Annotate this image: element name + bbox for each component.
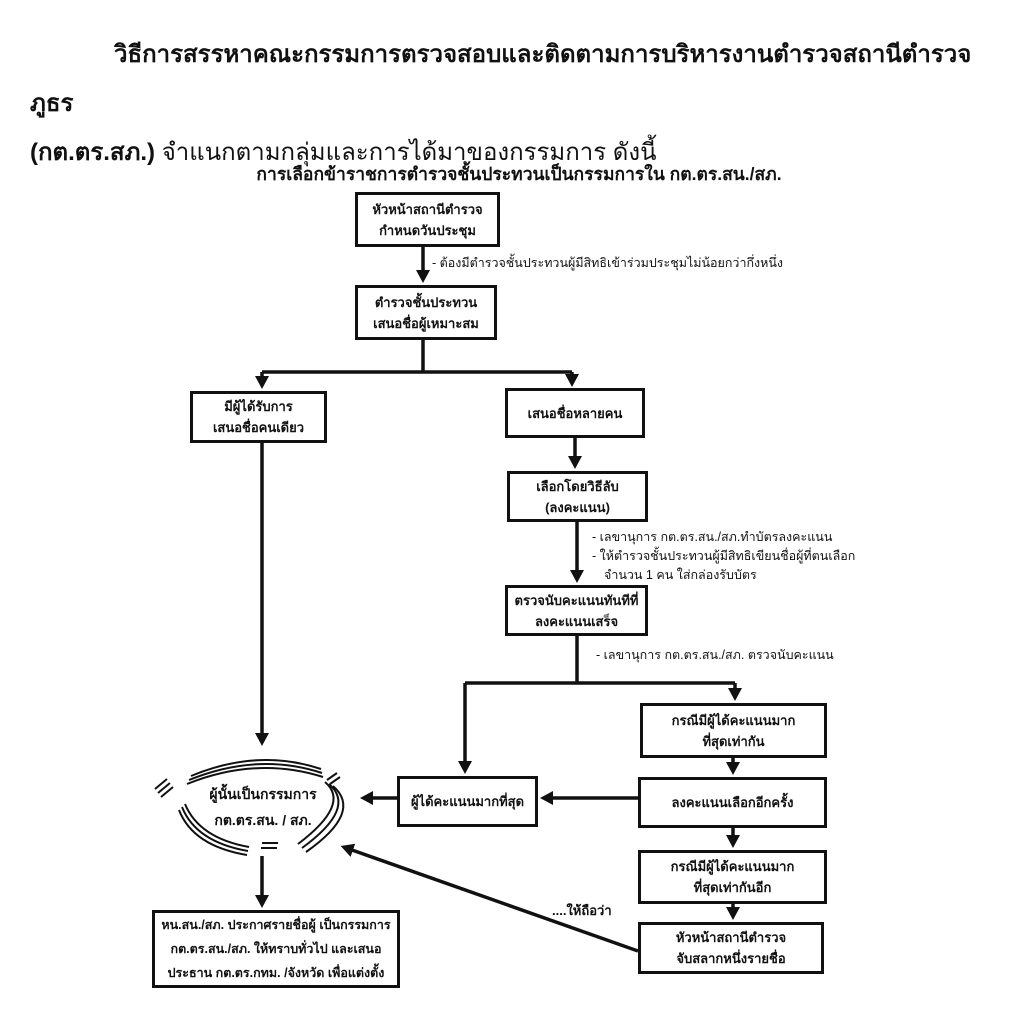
box-tie-again-line1: กรณีมีผู้ได้คะแนนมาก	[670, 859, 795, 874]
box-ncos-propose-line2: เสนอชื่อผู้เหมาะสม	[373, 315, 479, 331]
box-tie-case	[640, 703, 827, 758]
result-ellipse-line2: กต.ตร.สน. / สภ.	[214, 812, 312, 828]
annotation-ballot2: - ให้ตำรวจชั้นประทวนผู้มีสิทธิเขียนชื่อผู้ที่ตนเลือก	[592, 549, 856, 563]
box-secret-vote	[507, 471, 648, 522]
box-top-scorer-line1: ผู้ได้คะแนนมากที่สุด	[410, 794, 525, 809]
flowchart-title: การเลือกข้าราชการตำรวจชั้นประทวนเป็นกรรมการใน กต.ตร.สน./สภ.	[256, 164, 782, 184]
box-multiple-nominees-line1: เสนอชื่อหลายคน	[527, 405, 623, 421]
box-ncos-propose-line1: ตำรวจชั้นประทวน	[374, 294, 478, 310]
box-announce-line3: ประธาน กต.ตร.กทม. /จังหวัด เพื่อแต่งตั้ง	[167, 966, 385, 980]
box-head-set-meeting-line1: หัวหน้าสถานีตำรวจ	[372, 201, 483, 217]
box-tie-again-line2: ที่สุดเท่ากันอีก	[693, 880, 772, 895]
box-count-votes-line1: ตรวจนับคะแนนทันทีที่	[514, 592, 639, 608]
box-draw-lots-line1: หัวหน้าสถานีตำรวจ	[675, 930, 787, 945]
box-revote	[638, 777, 827, 828]
box-top-scorer	[397, 776, 538, 827]
intro-heading-rest: จำแนกตามกลุ่มและการได้มาของกรรมการ ดังนี้	[155, 139, 657, 166]
box-count-votes	[505, 585, 648, 636]
box-announce-line2: กต.ตร.สน./สภ. ให้ทราบทั่วไป และเสนอ	[170, 942, 382, 956]
intro-heading-abbrev: (กต.ตร.สภ.)	[30, 139, 156, 166]
box-count-votes-line2: ลงคะแนนเสร็จ	[534, 613, 619, 629]
box-announce-line1: หน.สน./สภ. ประกาศรายชื่อผู้ เป็นกรรมการ	[161, 918, 391, 932]
annotation-ballot1: - เลขานุการ กต.ตร.สน./สภ.ทำบัตรลงคะแนน	[592, 530, 833, 544]
box-draw-lots	[638, 922, 824, 974]
box-multiple-nominees	[505, 388, 645, 438]
annotation-ballot3: จำนวน 1 คน ใส่กล่องรับบัตร	[604, 568, 757, 582]
box-tie-again	[638, 850, 827, 904]
box-secret-vote-line2: (ลงคะแนน)	[545, 499, 610, 515]
box-ncos-propose	[355, 285, 497, 340]
box-revote-line1: ลงคะแนนเลือกอีกครั้ง	[671, 795, 794, 810]
box-single-nominee	[190, 391, 327, 443]
annotation-quorum: - ต้องมีตำรวจชั้นประทวนผู้มีสิทธิเข้าร่วมประชุมไม่น้อยกว่ากึ่งหนึ่ง	[432, 256, 784, 270]
box-single-nominee-line1: มีผู้ได้รับการ	[224, 399, 293, 414]
box-tie-case-line2: ที่สุดเท่ากัน	[702, 733, 765, 749]
result-ellipse-label	[180, 781, 346, 833]
result-ellipse-line1: ผู้นั้นเป็นกรรมการ	[209, 786, 317, 802]
box-head-set-meeting	[355, 192, 500, 247]
box-draw-lots-line2: จับสลากหนึ่งรายชื่อ	[676, 951, 786, 966]
box-announce	[152, 910, 400, 988]
box-tie-case-line1: กรณีมีผู้ได้คะแนนมาก	[671, 712, 796, 728]
box-single-nominee-line2: เสนอชื่อคนเดียว	[212, 420, 305, 435]
intro-heading-bold: วิธีการสรรหาคณะกรรมการตรวจสอบและติดตามการบริหารงานตำรวจสถานีตำรวจภูธร	[30, 41, 972, 117]
annotation-count: - เลขานุการ กต.ตร.สน./สภ. ตรวจนับคะแนน	[596, 648, 834, 662]
box-secret-vote-line1: เลือกโดยวิธีลับ	[536, 478, 619, 494]
box-head-set-meeting-line2: กำหนดวันประชุม	[379, 222, 476, 238]
annotation-deemed: ....ให้ถือว่า	[552, 903, 612, 918]
